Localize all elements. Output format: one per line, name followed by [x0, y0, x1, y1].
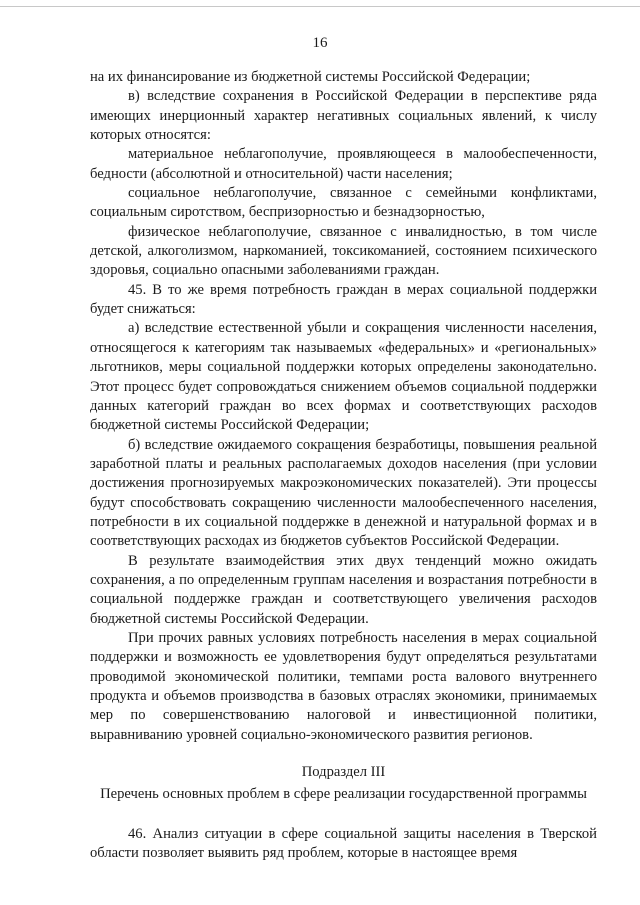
- paragraph-material-hardship: материальное неблагополучие, проявляющееся в малообеспеченности, бедности (абсолютной и относительной) части населения;: [90, 146, 597, 182]
- section-title: Перечень основных проблем в сфере реализации государственной программы: [100, 786, 587, 803]
- paragraph-46: 46. Анализ ситуации в сфере социальной защиты населения в Тверской области позволяет выявить ряд проблем, которые в настоящее время: [90, 825, 597, 862]
- document-body: [90, 68, 597, 863]
- paragraph-result: В результате взаимодействия этих двух тенденций можно ожидать сохранения, а по определенным группам населения и возрастания потребности в социальной поддержке граждан и соответствующего увеличения расходов бюджетной системы Российской Федерации.: [90, 552, 597, 627]
- paragraph-45: 45. В то же время потребность граждан в мерах социальной поддержки будет снижаться:: [90, 281, 597, 318]
- section-heading: [90, 763, 597, 805]
- paragraph-continuation: на их финансирование из бюджетной системы Российской Федерации;: [90, 69, 531, 85]
- paragraph-item-b: б) вследствие ожидаемого сокращения безработицы, повышения реальной заработной платы и реальных располагаемых доходов населения (при условии достижения прогнозируемых макроэкономических показателей). Эти процессы будут способствовать сокращению численности малообеспеченного населения, потребности в их социальной поддержке в денежной и натуральной формах и в соответствующих расходах из бюджетов субъектов Российской Федерации.: [90, 436, 597, 550]
- page-number: 16: [312, 35, 328, 51]
- paragraph-other-conditions: При прочих равных условиях потребность населения в мерах социальной поддержки и возможность ее удовлетворения будут определяться результатами проводимой экономической политики, темпами роста валового внутреннего продукта и объемов производства в базовых отраслях экономики, принимаемых мер по совершенствованию налоговой и инвестиционной политики, выравниванию уровней социально-экономического развития регионов.: [90, 629, 597, 743]
- paragraph-item-a: а) вследствие естественной убыли и сокращения численности населения, относящегося к категориям так называемых «федеральных» и «региональных» льготников, меры социальной поддержки которых определены законодательно. Этот процесс будет сопровождаться снижением объемов социальной поддержки данных категорий граждан во всех формах и соответствующих расходов бюджетной системы Российской Федерации;: [90, 320, 597, 434]
- paragraph-social-hardship: социальное неблагополучие, связанное с семейными конфликтами, социальным сиротством, беспризорностью и безнадзорностью,: [90, 185, 597, 221]
- paragraph-item-v: в) вследствие сохранения в Российской Федерации в перспективе ряда имеющих инерционный характер негативных социальных явлений, к числу которых относятся:: [90, 88, 597, 144]
- paragraph-physical-hardship: физическое неблагополучие, связанное с инвалидностью, в том числе детской, алкоголизмом, наркоманией, токсикоманией, состоянием психического здоровья, социально опасными заболеваниями граждан.: [90, 223, 597, 279]
- top-scan-edge: [0, 6, 640, 7]
- section-label: Подраздел III: [301, 764, 386, 781]
